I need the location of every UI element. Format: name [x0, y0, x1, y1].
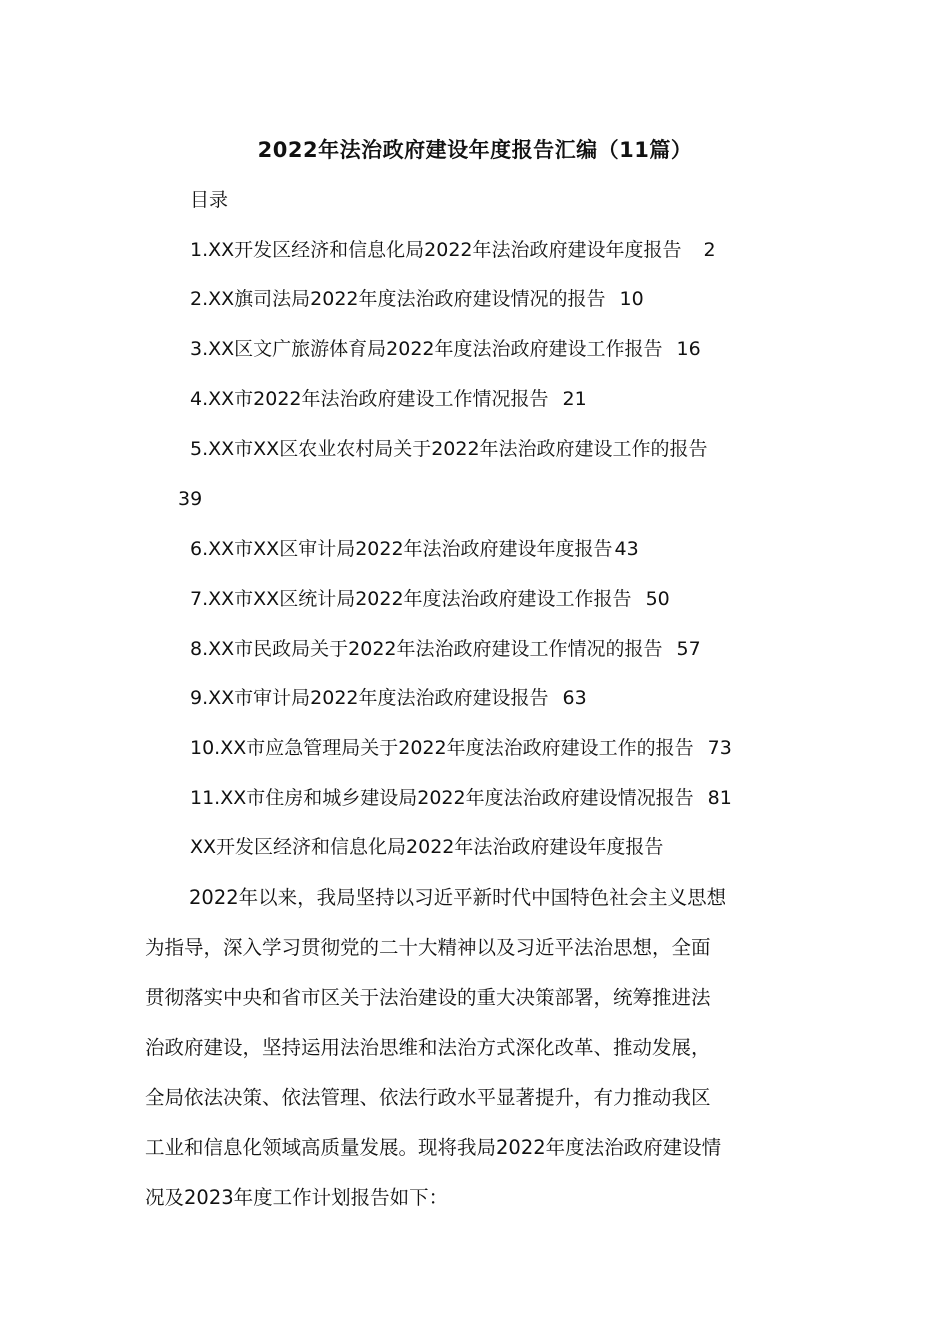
toc-item-label: 6.XX市XX区审计局2022年法治政府建设年度报告 — [190, 538, 613, 560]
paragraph-line: 贯彻落实中央和省市区关于法治建设的重大决策部署，统筹推进法 — [145, 986, 711, 1009]
toc-item-label: 1.XX开发区经济和信息化局2022年法治政府建设年度报告 — [190, 239, 682, 261]
toc-item-label: 2.XX旗司法局2022年度法治政府建设情况的报告 — [190, 288, 606, 310]
toc-item-page: 57 — [676, 638, 701, 660]
toc-item[interactable] — [190, 536, 639, 562]
toc-item-page: 2 — [703, 239, 716, 261]
toc-item-label: 9.XX市审计局2022年度法治政府建设报告 — [190, 687, 549, 709]
toc-item-page: 63 — [562, 687, 587, 709]
toc-item-label: 8.XX市民政局关于2022年法治政府建设工作情况的报告 — [190, 638, 663, 660]
body-paragraph — [145, 873, 810, 1223]
toc-heading: 目录 — [190, 189, 229, 211]
toc-item-page: 21 — [562, 388, 587, 410]
toc-item-label: 10.XX市应急管理局关于2022年度法治政府建设工作的报告 — [190, 737, 694, 759]
toc-item[interactable] — [190, 436, 708, 462]
document-title: 2022年法治政府建设年度报告汇编（11篇） — [257, 138, 693, 162]
toc-item-label: 3.XX区文广旅游体育局2022年度法治政府建设工作报告 — [190, 338, 663, 360]
toc-item-page: 16 — [676, 338, 701, 360]
toc-item-page: 39 — [178, 488, 203, 510]
paragraph-line: 治政府建设，坚持运用法治思维和法治方式深化改革、推动发展， — [145, 1036, 711, 1059]
toc-item-page: 81 — [707, 787, 732, 809]
toc-item[interactable] — [190, 286, 644, 312]
toc-item[interactable] — [190, 685, 587, 711]
paragraph-line: 工业和信息化领域高质量发展。现将我局2022年度法治政府建设情 — [145, 1136, 722, 1159]
toc-item-page: 73 — [707, 737, 732, 759]
toc-item[interactable] — [190, 785, 732, 811]
toc-item-page: 10 — [619, 288, 644, 310]
toc-item[interactable] — [190, 636, 701, 662]
toc-item-page: 50 — [645, 588, 670, 610]
paragraph-line: 2022年以来，我局坚持以习近平新时代中国特色社会主义思想 — [189, 886, 727, 909]
paragraph-line: 况及2023年度工作计划报告如下： — [145, 1186, 449, 1209]
toc-item[interactable] — [190, 386, 587, 412]
toc-item[interactable] — [190, 336, 701, 362]
toc-item-label: 7.XX市XX区统计局2022年度法治政府建设工作报告 — [190, 588, 632, 610]
toc-item[interactable] — [190, 237, 716, 263]
toc-item-label: 11.XX市住房和城乡建设局2022年度法治政府建设情况报告 — [190, 787, 694, 809]
toc-item[interactable] — [190, 735, 732, 761]
toc-item-label: 4.XX市2022年法治政府建设工作情况报告 — [190, 388, 549, 410]
section-heading: XX开发区经济和信息化局2022年法治政府建设年度报告 — [190, 836, 664, 858]
toc-item-page: 43 — [614, 538, 639, 560]
paragraph-line: 全局依法决策、依法管理、依法行政水平显著提升，有力推动我区 — [145, 1086, 711, 1109]
toc-item[interactable] — [190, 586, 670, 612]
toc-item-label: 5.XX市XX区农业农村局关于2022年法治政府建设工作的报告 — [190, 438, 708, 460]
paragraph-line: 为指导，深入学习贯彻党的二十大精神以及习近平法治思想，全面 — [145, 936, 711, 959]
